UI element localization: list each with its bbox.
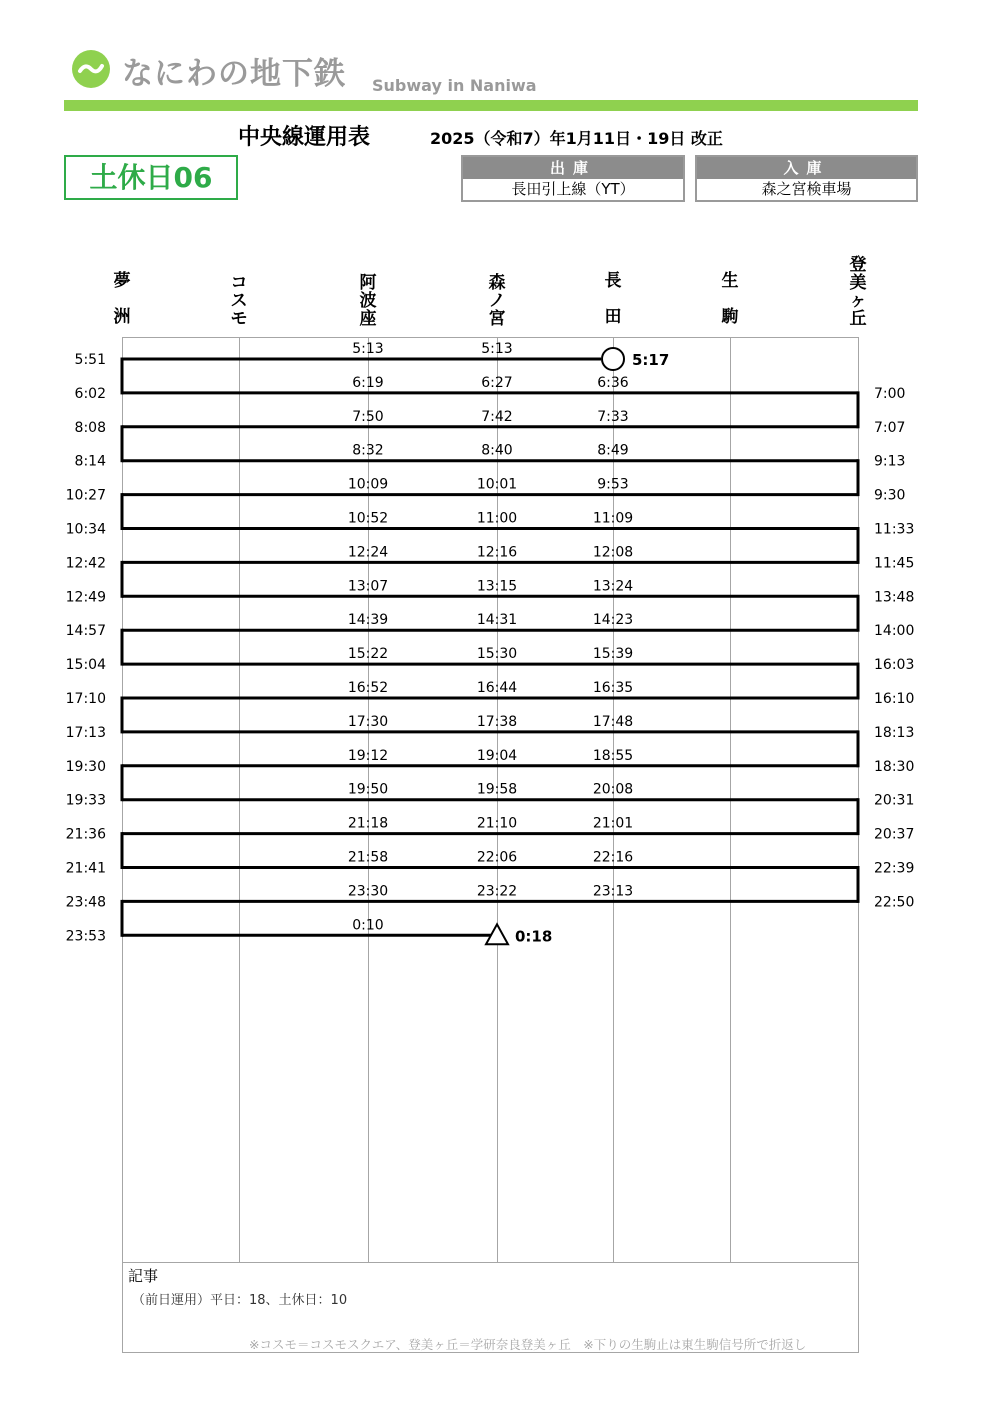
station-header: コ ス モ xyxy=(230,273,248,329)
depot-in-label: 入庫 xyxy=(697,157,916,179)
operation-number: 土休日06 xyxy=(64,155,238,200)
nagata-time: 18:55 xyxy=(592,747,634,764)
revision-date: 2025（令和7）年1月11日・19日 改正 xyxy=(430,129,723,148)
nagata-time: 12:08 xyxy=(592,544,634,561)
depot-out-marker xyxy=(602,348,624,370)
morinomiya-time: 14:31 xyxy=(476,612,518,629)
left-time-label: 15:04 xyxy=(65,657,106,674)
nagata-time: 21:01 xyxy=(592,815,634,832)
nagata-time: 13:24 xyxy=(592,578,634,595)
awaza-time: 10:09 xyxy=(347,476,389,493)
awaza-time: 0:10 xyxy=(352,917,384,934)
depot-in-value: 森之宮検車場 xyxy=(761,180,852,198)
left-time-label: 12:42 xyxy=(65,555,106,572)
left-time-label: 17:13 xyxy=(65,724,106,741)
start-time: 5:17 xyxy=(632,351,670,369)
right-time-label: 13:48 xyxy=(874,589,915,606)
station-header: 森 ノ 宮 xyxy=(488,273,506,329)
station-header: 生 駒 xyxy=(721,271,739,327)
right-time-label: 20:31 xyxy=(874,792,915,809)
left-time-label: 14:57 xyxy=(65,623,106,640)
logo-subtitle: Subway in Naniwa xyxy=(372,76,537,95)
left-time-label: 10:27 xyxy=(65,487,106,504)
morinomiya-time: 10:01 xyxy=(476,476,518,493)
nagata-time: 23:13 xyxy=(592,883,634,900)
right-time-label: 22:50 xyxy=(874,894,915,911)
awaza-time: 6:19 xyxy=(352,374,384,391)
morinomiya-time: 12:16 xyxy=(476,544,518,561)
nagata-time: 7:33 xyxy=(597,408,629,425)
left-time-label: 23:53 xyxy=(65,928,106,945)
nagata-time: 20:08 xyxy=(592,781,634,798)
morinomiya-time: 19:04 xyxy=(476,747,518,764)
left-time-label: 21:36 xyxy=(65,826,106,843)
logo-text: なにわの地下鉄 xyxy=(122,56,346,92)
right-time-label: 18:13 xyxy=(874,724,915,741)
notes-footer: ※コスモ＝コスモスクエア、登美ヶ丘＝学研奈良登美ヶ丘 ※下りの生駒止は東生駒信号所で折返し xyxy=(249,1337,807,1352)
left-time-label: 12:49 xyxy=(65,589,106,606)
awaza-time: 10:52 xyxy=(347,510,389,527)
left-time-label: 5:51 xyxy=(74,352,106,368)
notes-body: （前日運用）平日：18、土休日：10 xyxy=(132,1293,348,1308)
left-time-label: 17:10 xyxy=(65,691,106,707)
morinomiya-time: 23:22 xyxy=(476,883,518,900)
morinomiya-time: 21:10 xyxy=(476,815,518,832)
station-header: 夢 洲 xyxy=(113,271,131,327)
nagata-time: 15:39 xyxy=(592,646,634,663)
morinomiya-time: 22:06 xyxy=(476,849,518,866)
awaza-time: 19:12 xyxy=(347,747,389,764)
awaza-time: 21:58 xyxy=(347,849,389,866)
left-time-label: 19:30 xyxy=(65,758,106,775)
nagata-time: 8:49 xyxy=(597,442,629,459)
morinomiya-time: 7:42 xyxy=(481,408,513,425)
left-time-label: 6:02 xyxy=(74,385,106,402)
nagata-time: 14:23 xyxy=(592,612,634,629)
morinomiya-time: 15:30 xyxy=(476,646,518,663)
right-time-label: 9:30 xyxy=(874,487,906,504)
awaza-time: 13:07 xyxy=(347,578,389,595)
nagata-time: 9:53 xyxy=(597,476,629,493)
morinomiya-time: 17:38 xyxy=(476,713,518,730)
left-time-label: 8:14 xyxy=(74,453,106,470)
nagata-time: 6:36 xyxy=(597,374,629,391)
morinomiya-time: 16:44 xyxy=(476,680,518,696)
morinomiya-time: 6:27 xyxy=(481,374,513,391)
left-time-label: 10:34 xyxy=(65,521,106,538)
nagata-time: 16:35 xyxy=(592,680,634,696)
depot-out-label: 出庫 xyxy=(463,157,683,179)
left-time-label: 21:41 xyxy=(65,860,106,877)
left-time-label: 23:48 xyxy=(65,894,106,911)
awaza-time: 19:50 xyxy=(347,781,389,798)
nagata-time: 17:48 xyxy=(592,713,634,730)
right-time-label: 11:45 xyxy=(874,555,915,572)
morinomiya-time: 19:58 xyxy=(476,781,518,798)
right-time-label: 9:13 xyxy=(874,453,906,470)
station-header: 登 美 ヶ 丘 xyxy=(849,255,867,329)
right-time-label: 7:00 xyxy=(874,385,906,402)
right-time-label: 16:10 xyxy=(874,691,915,707)
awaza-time: 21:18 xyxy=(347,815,389,832)
page-title: 中央線運用表 xyxy=(238,125,371,150)
awaza-time: 16:52 xyxy=(347,680,389,696)
right-time-label: 14:00 xyxy=(874,623,915,640)
left-time-label: 19:33 xyxy=(65,792,106,809)
right-time-label: 22:39 xyxy=(874,860,915,877)
morinomiya-time: 8:40 xyxy=(481,442,513,459)
right-time-label: 11:33 xyxy=(874,521,915,538)
station-header: 長 田 xyxy=(604,271,622,327)
awaza-time: 14:39 xyxy=(347,612,389,629)
left-time-label: 8:08 xyxy=(74,419,106,436)
awaza-time: 23:30 xyxy=(347,883,389,900)
nagata-time: 11:09 xyxy=(592,510,634,527)
morinomiya-time: 11:00 xyxy=(476,510,518,527)
right-time-label: 20:37 xyxy=(874,826,915,843)
awaza-time: 5:13 xyxy=(352,341,384,357)
nagata-time: 22:16 xyxy=(592,849,634,866)
awaza-time: 15:22 xyxy=(347,646,389,663)
right-time-label: 18:30 xyxy=(874,758,915,775)
notes-title: 記事 xyxy=(128,1267,159,1285)
morinomiya-time: 5:13 xyxy=(481,341,513,357)
end-time: 0:18 xyxy=(515,927,553,946)
awaza-time: 12:24 xyxy=(347,544,389,561)
station-header: 阿 波 座 xyxy=(359,273,377,329)
right-time-label: 16:03 xyxy=(874,657,915,674)
awaza-time: 8:32 xyxy=(352,442,384,459)
depot-out-value: 長田引上線（YT） xyxy=(511,180,635,198)
right-time-label: 7:07 xyxy=(874,419,906,436)
awaza-time: 17:30 xyxy=(347,713,389,730)
morinomiya-time: 13:15 xyxy=(476,578,518,595)
awaza-time: 7:50 xyxy=(352,408,384,425)
